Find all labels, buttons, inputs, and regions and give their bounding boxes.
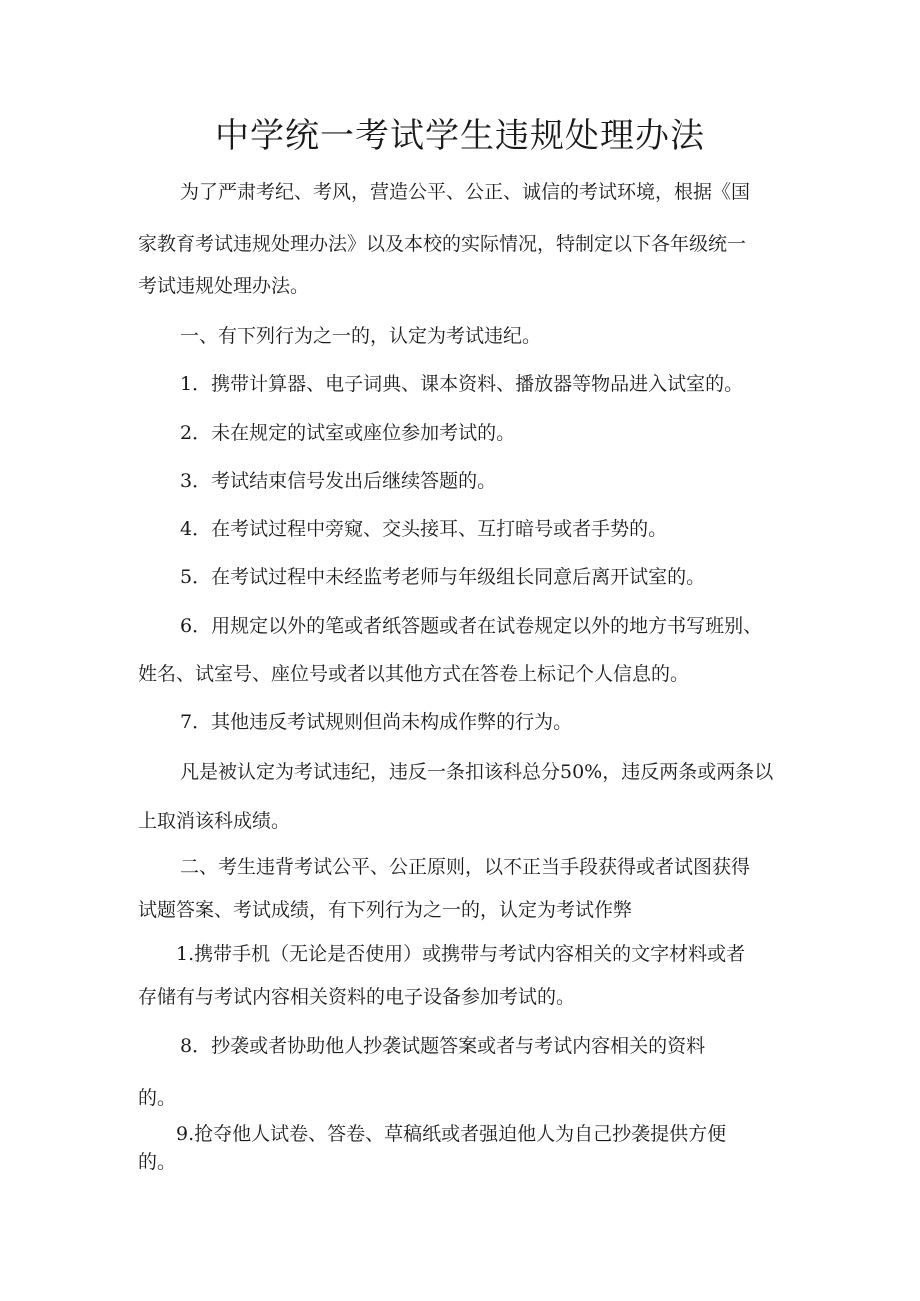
paragraph-line: 家教育考试违规处理办法》以及本校的实际情况，特制定以下各年级统一 bbox=[138, 233, 747, 255]
list-item: 2．未在规定的试室或座位参加考试的。 bbox=[180, 422, 516, 444]
list-item: 9.抢夺他人试卷、答卷、草稿纸或者强迫他人为自己抄袭提供方便 bbox=[176, 1123, 727, 1145]
paragraph-line: 上取消该科成绩。 bbox=[138, 810, 291, 832]
list-item-continuation: 的。 bbox=[138, 1087, 177, 1109]
paragraph-line: 考试违规处理办法。 bbox=[138, 275, 310, 297]
list-item: 4．在考试过程中旁窥、交头接耳、互打暗号或者手势的。 bbox=[180, 518, 668, 540]
list-item: 3．考试结束信号发出后继续答题的。 bbox=[180, 470, 497, 492]
list-item: 7．其他违反考试规则但尚未构成作弊的行为。 bbox=[180, 711, 573, 733]
list-item: 6．用规定以外的笔或者纸答题或者在试卷规定以外的地方书写班别、 bbox=[180, 615, 763, 637]
list-item-continuation: 姓名、试室号、座位号或者以其他方式在答卷上标记个人信息的。 bbox=[138, 663, 690, 685]
document-title: 中学统一考试学生违规处理办法 bbox=[215, 116, 705, 156]
list-item: 8．抄袭或者协助他人抄袭试题答案或者与考试内容相关的资料 bbox=[180, 1035, 706, 1057]
list-item-continuation: 存储有与考试内容相关资料的电子设备参加考试的。 bbox=[138, 986, 576, 1008]
paragraph-line: 为了严肃考纪、考风，营造公平、公正、诚信的考试环境，根据《国 bbox=[180, 181, 751, 203]
paragraph-line: 凡是被认定为考试违纪，违反一条扣该科总分50%，违反两条或两条以 bbox=[180, 761, 774, 783]
list-item: 5．在考试过程中未经监考老师与年级组长同意后离开试室的。 bbox=[180, 566, 706, 588]
section-heading: 二、考生违背考试公平、公正原则，以不正当手段获得或者试图获得 bbox=[180, 856, 751, 878]
list-item: 1．携带计算器、电子词典、课本资料、播放器等物品进入试室的。 bbox=[180, 373, 744, 395]
section-heading-continuation: 试题答案、考试成绩，有下列行为之一的，认定为考试作弊 bbox=[138, 899, 633, 921]
list-item-continuation: 的。 bbox=[138, 1151, 177, 1173]
list-item: 1.携带手机（无论是否使用）或携带与考试内容相关的文字材料或者 bbox=[176, 943, 746, 965]
section-heading: 一、有下列行为之一的，认定为考试违纪。 bbox=[180, 325, 542, 347]
